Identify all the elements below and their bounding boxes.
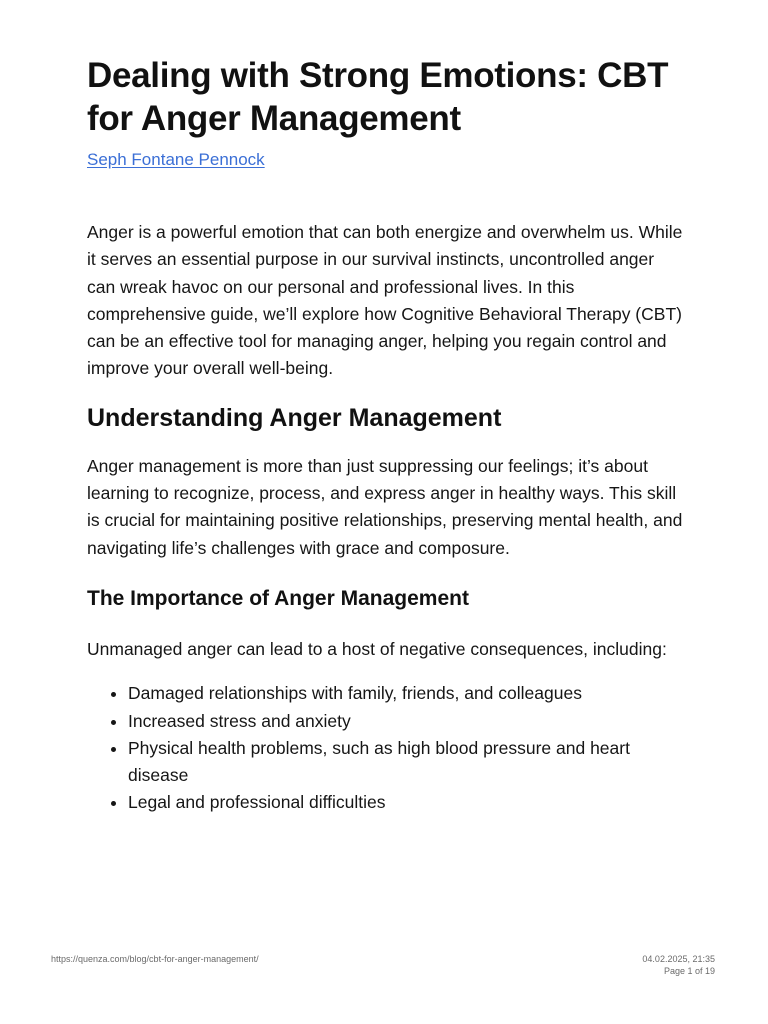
intro-paragraph: Anger is a powerful emotion that can both energize and overwhelm us. While it serves an essential purpose in our survival instincts, uncontrolled anger can wreak havoc on our personal and professional lives. In this comprehensive guide, we’ll explore how Cognitive Behavioral Therapy (CBT) can be an effective tool for managing anger, helping you regain control and improve your overall well-being.: [87, 222, 683, 379]
section-heading-understanding: Understanding Anger Management: [87, 403, 502, 432]
author-link[interactable]: Seph Fontane Pennock: [87, 150, 265, 169]
section-heading-importance: The Importance of Anger Management: [87, 586, 469, 610]
section-paragraph-understanding: Anger management is more than just suppressing our feelings; it’s about learning to recognize, process, and express anger in healthy ways. This skill is crucial for maintaining positive relationships, preserving mental health, and navigating life’s challenges with grace and composure.: [87, 455, 683, 558]
footer-url: https://quenza.com/blog/cbt-for-anger-management/: [51, 954, 259, 964]
footer-page-number: Page 1 of 19: [663, 966, 715, 976]
article-title: Dealing with Strong Emotions: CBT for Anger Management: [87, 56, 669, 138]
article: [87, 54, 687, 817]
footer-datetime: 04.02.2025, 21:35: [642, 954, 715, 964]
list-item: • Damaged relationships with family, friends, and colleagues: [128, 680, 687, 707]
list-item: • Increased stress and anxiety: [128, 708, 687, 735]
consequences-list: [87, 680, 687, 816]
list-item: • Physical health problems, such as high blood pressure and heart disease: [128, 735, 687, 790]
footer-meta: [642, 953, 715, 977]
section-paragraph-importance: Unmanaged anger can lead to a host of negative consequences, including:: [87, 638, 667, 659]
list-item: • Legal and professional difficulties: [128, 789, 687, 816]
